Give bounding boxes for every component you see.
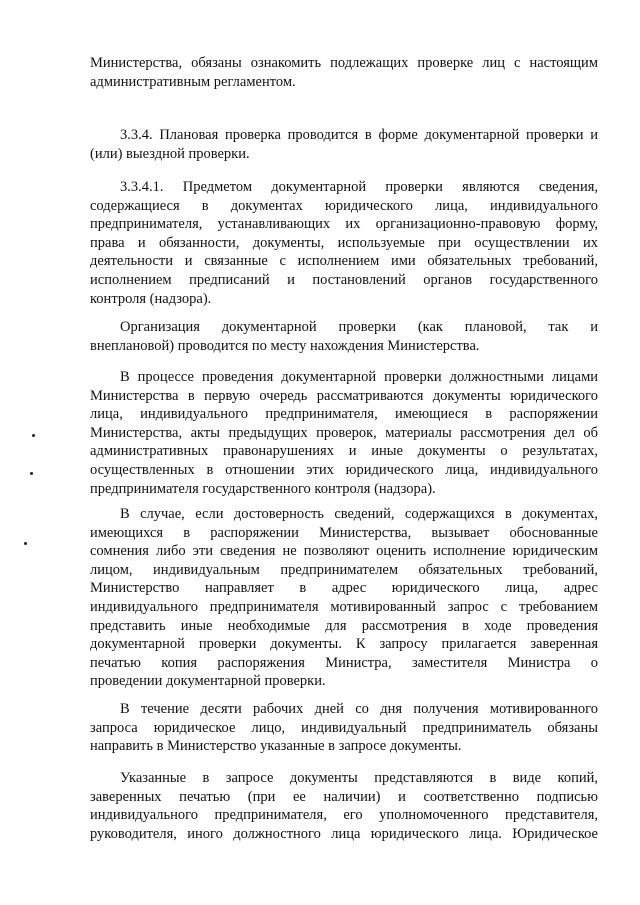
paragraph-process (90, 368, 598, 498)
text-line: печатью копия распоряжения Министра, заместителя Министра о (90, 654, 598, 671)
text-line: (или) выездной проверки. (90, 145, 250, 162)
text-line: документарной проверки документы. К запросу прилагается заверенная (90, 636, 598, 653)
text-line: проведении документарной проверки. (90, 673, 326, 690)
text-line: имеющихся в распоряжении Министерства, вызывает обоснованные (90, 524, 598, 541)
text-line: запроса юридическое лицо, индивидуальный предприниматель обязаны (90, 719, 598, 736)
text-line: руководителя, иного должностного лица юридического лица. Юридическое (90, 825, 598, 842)
text-line: Министерство направляет в адрес юридического лица, адрес (90, 580, 598, 597)
paragraph-organization (90, 318, 598, 355)
text-line: заверенных печатью (при ее наличии) и соответственно подписью (90, 788, 598, 805)
text-line: лица, индивидуального предпринимателя, имеющиеся в распоряжении (90, 406, 598, 423)
text-line: предпринимателя, устанавливающих их организационно-правовую форму, (90, 216, 598, 233)
text-line: В случае, если достоверность сведений, содержащихся в документах, (120, 506, 598, 522)
paragraph-case (90, 505, 598, 691)
paragraph-3-3-4-1 (90, 178, 598, 308)
text-line: Указанные в запросе документы представляются в виде копий, (120, 770, 598, 786)
paragraph-3-3-4 (90, 126, 598, 163)
text-line: 3.3.4.1. Предметом документарной проверки являются сведения, (120, 179, 598, 195)
text-line: Министерства в первую очередь рассматриваются документы юридического (90, 387, 598, 404)
text-line: содержащиеся в документах юридического лица, индивидуального (90, 197, 598, 214)
paragraph-copies (90, 769, 598, 843)
text-line: Министерства, обязаны ознакомить подлежащих проверке лиц с настоящим (90, 55, 598, 71)
text-line: В течение десяти рабочих дней со дня получения мотивированного (120, 701, 598, 717)
text-line: Министерства, акты предыдущих проверок, материалы рассмотрения дел об (90, 424, 598, 441)
text-line: В процессе проведения документарной проверки должностными лицами (120, 369, 598, 385)
text-line: индивидуального предпринимателя мотивированный запрос с требованием (90, 598, 598, 615)
text-line: внеплановой) проводится по месту нахождения Министерства. (90, 337, 480, 354)
scan-artifact-dot (32, 434, 35, 437)
text-line: направить в Министерство указанные в запросе документы. (90, 738, 462, 755)
text-line: сомнения либо эти сведения не позволяют оценить исполнение юридическим (90, 543, 598, 560)
text-line: лицом, индивидуальным предпринимателем обязательных требований, (90, 561, 598, 578)
paragraph-deadline (90, 700, 598, 756)
text-line: осуществленных в отношении этих юридического лица, индивидуального (90, 461, 598, 478)
text-line: индивидуального предпринимателя, его уполномоченного представителя, (90, 807, 598, 824)
text-line: представить иные необходимые для рассмотрения в ходе проведения (90, 617, 598, 634)
text-line: 3.3.4. Плановая проверка проводится в форме документарной проверки и (120, 127, 598, 143)
text-line: административных правонарушениях и иные документы о результатах, (90, 443, 598, 460)
text-line: исполнением предписаний и постановлений органов государственного (90, 271, 598, 288)
text-line: предпринимателя государственного контроля (надзора). (90, 480, 436, 497)
text-line: Организация документарной проверки (как плановой, так и (120, 319, 598, 335)
scan-artifact-dot (24, 542, 27, 545)
text-line: административным регламентом. (90, 73, 296, 90)
text-line: контроля (надзора). (90, 290, 212, 307)
text-line: деятельности и связанные с исполнением ими обязательных требований, (90, 253, 598, 270)
scan-artifact-dot (30, 472, 33, 475)
text-line: права и обязанности, документы, используемые при осуществлении их (90, 234, 598, 251)
paragraph-intro-continuation (90, 54, 598, 91)
